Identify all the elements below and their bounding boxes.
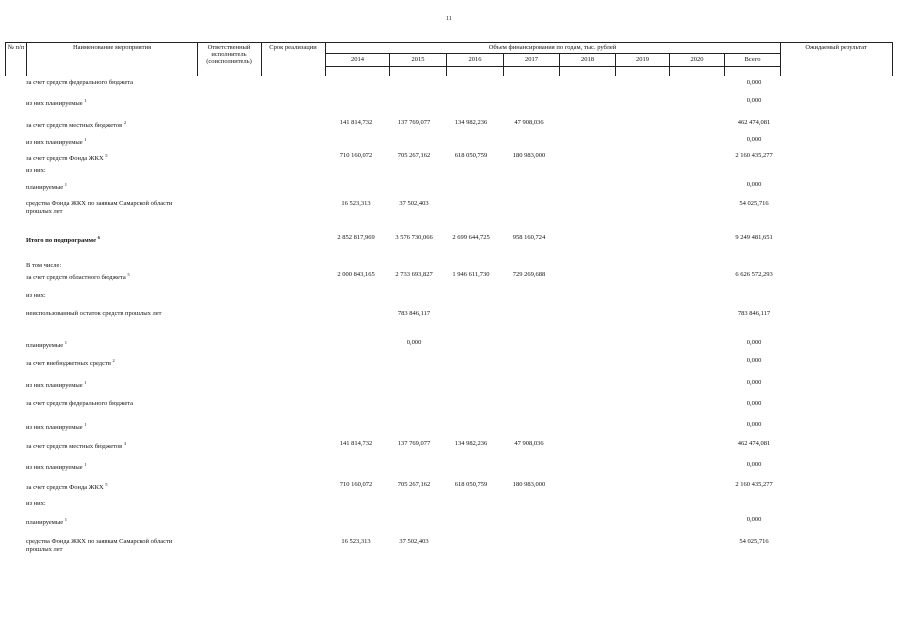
row-label	[26, 167, 186, 175]
value-v2017: 180 983,000	[512, 481, 546, 488]
row-label	[26, 440, 186, 451]
row-label	[26, 181, 186, 192]
value-v2016: 2 699 644,725	[452, 234, 490, 241]
header-top-border	[5, 42, 892, 43]
row-label-text: за счет внебюджетных средств	[26, 360, 111, 367]
header-col-executor: Ответственный исполнитель (соисполнитель)	[206, 44, 252, 65]
value-total: 0,000	[746, 379, 762, 386]
row-label	[26, 379, 186, 390]
row-label-text: за счет средств местных бюджетов	[26, 443, 123, 450]
value-v2015: 3 576 730,066	[395, 234, 433, 241]
row-label	[26, 400, 186, 408]
value-total: 0,000	[746, 136, 762, 143]
row-label-text: за счет средств Фонда ЖКХ	[26, 155, 104, 162]
value-v2017: 47 908,036	[514, 440, 544, 447]
footnote-mark: 1	[64, 517, 68, 522]
header-year-total: Всего	[744, 56, 761, 63]
header-mid-border	[325, 53, 780, 54]
row-label-text: из них:	[26, 167, 46, 174]
value-v2014: 710 160,072	[339, 481, 373, 488]
row-label	[26, 461, 186, 472]
value-v2017: 180 983,000	[512, 152, 546, 159]
header-col-funding: Объем финансирования по годам, тыс. рублей	[488, 44, 617, 51]
value-total: 783 846,117	[737, 310, 771, 317]
row-label-text: за счет средств Фонда ЖКХ	[26, 484, 104, 491]
value-total: 6 626 572,293	[735, 271, 773, 278]
row-label-text: из них:	[26, 500, 46, 507]
row-label	[26, 538, 186, 554]
value-v2014: 141 814,732	[339, 440, 373, 447]
header-vline	[197, 42, 198, 76]
value-v2016: 134 982,236	[454, 440, 488, 447]
row-label-text: из них планируемые	[26, 100, 83, 107]
header-year-2020: 2020	[690, 56, 704, 63]
value-v2016: 134 982,236	[454, 119, 488, 126]
row-label	[26, 79, 186, 87]
header-year-2016: 2016	[468, 56, 482, 63]
row-label	[26, 339, 186, 350]
value-total: 462 474,081	[737, 440, 771, 447]
value-v2015: 0,000	[406, 339, 422, 346]
value-v2014: 16 523,313	[341, 200, 371, 207]
row-label-text: из них планируемые	[26, 139, 83, 146]
value-total: 0,000	[746, 421, 762, 428]
row-label-text: планируемые	[26, 342, 64, 349]
value-v2014: 141 814,732	[339, 119, 373, 126]
header-vline	[5, 42, 6, 76]
row-label-text: из них планируемые	[26, 464, 83, 471]
value-v2017: 729 269,688	[512, 271, 546, 278]
value-v2016: 618 050,759	[454, 481, 488, 488]
header-year-2015: 2015	[411, 56, 425, 63]
value-v2015: 2 733 693,827	[395, 271, 433, 278]
value-v2016: 618 050,759	[454, 152, 488, 159]
footnote-mark: 1	[84, 137, 87, 142]
value-total: 9 249 481,651	[735, 234, 773, 241]
footnote-mark: 1	[84, 422, 87, 427]
header-col-no: № п/п	[7, 44, 25, 51]
row-label	[26, 271, 186, 282]
header-vline	[892, 42, 893, 76]
footnote-mark: 5	[105, 482, 108, 487]
table-header	[5, 42, 892, 76]
value-total: 0,000	[746, 400, 762, 407]
row-label	[26, 152, 186, 163]
value-v2016: 1 946 611,730	[452, 271, 490, 278]
value-v2015: 37 502,403	[399, 200, 429, 207]
header-vline	[26, 42, 27, 76]
header-year-2019: 2019	[636, 56, 649, 63]
value-total: 0,000	[746, 461, 762, 468]
header-vline	[780, 42, 781, 76]
footnote-mark: 5	[105, 153, 108, 158]
value-total: 54 025,716	[739, 200, 769, 207]
value-v2014: 16 523,313	[341, 538, 371, 545]
header-year-2017: 2017	[525, 56, 538, 63]
row-label-text: средства Фонда ЖКХ по заявкам Самарской области прошлых лет	[26, 200, 173, 215]
row-label	[26, 481, 186, 492]
row-label-text: за счет средств федерального бюджета	[26, 400, 134, 407]
footnote-mark: 2	[123, 120, 127, 125]
value-total: 0,000	[746, 79, 762, 86]
row-label-text: средства Фонда ЖКХ по заявкам Самарской области прошлых лет	[26, 538, 173, 553]
row-label-text: за счет средств местных бюджетов	[26, 122, 123, 129]
row-label-text: за счет средств областного бюджета	[26, 274, 126, 281]
value-v2015: 705 267,162	[397, 152, 431, 159]
row-label-text: В том числе:	[26, 262, 62, 269]
header-col-result: Ожидаемый результат	[805, 44, 867, 51]
row-label-text: планируемые	[26, 519, 64, 526]
row-label-text: Итого по подпрограмме	[26, 237, 96, 244]
footnote-mark: 3	[123, 441, 127, 446]
header-col-name: Наименование мероприятия	[72, 44, 152, 51]
row-label	[26, 292, 186, 300]
header-years-border	[325, 66, 780, 67]
row-label-text: планируемые	[26, 184, 64, 191]
row-label	[26, 136, 186, 147]
value-v2015: 705 267,162	[397, 481, 431, 488]
row-label-text: за счет средств федерального бюджета	[26, 79, 134, 86]
row-label	[26, 200, 186, 216]
value-v2015: 783 846,117	[397, 310, 431, 317]
value-v2015: 137 769,077	[397, 440, 431, 447]
value-total: 2 160 435,277	[735, 481, 773, 488]
value-v2017: 47 908,036	[514, 119, 544, 126]
value-v2015: 37 502,403	[399, 538, 429, 545]
footnote-mark: 2	[112, 358, 115, 363]
value-total: 0,000	[746, 181, 762, 188]
row-label	[26, 421, 186, 432]
value-total: 462 474,081	[737, 119, 771, 126]
row-label	[26, 234, 186, 245]
row-label	[26, 262, 186, 270]
value-total: 0,000	[746, 339, 762, 346]
header-year-2018: 2018	[581, 56, 594, 63]
row-label	[26, 357, 186, 368]
value-total: 2 160 435,277	[735, 152, 773, 159]
header-year-2014: 2014	[351, 56, 364, 63]
value-v2015: 137 769,077	[397, 119, 431, 126]
row-label	[26, 119, 186, 130]
footnote-mark: 1	[64, 340, 68, 345]
header-col-term: Срок реализации	[269, 44, 317, 51]
row-label-text: из них:	[26, 292, 46, 299]
row-label	[26, 516, 186, 527]
value-total: 0,000	[746, 516, 762, 523]
footnote-mark: 1	[84, 380, 87, 385]
value-v2014: 2 000 843,165	[337, 271, 375, 278]
value-total: 0,000	[746, 357, 762, 364]
value-v2017: 958 160,724	[512, 234, 546, 241]
row-label-text: из них планируемые	[26, 382, 83, 389]
row-label	[26, 500, 186, 508]
value-v2014: 2 852 817,969	[337, 234, 375, 241]
footnote-mark: 6	[97, 235, 100, 240]
footnote-mark: 5	[127, 272, 130, 277]
page-number: 11	[446, 16, 452, 22]
value-total: 0,000	[746, 97, 762, 104]
value-total: 54 025,716	[739, 538, 769, 545]
footnote-mark: 1	[84, 98, 87, 103]
row-label-text: неиспользованный остаток средств прошлых лет	[26, 310, 162, 317]
row-label	[26, 310, 186, 318]
value-v2014: 710 160,072	[339, 152, 373, 159]
footnote-mark: 1	[84, 462, 87, 467]
row-label	[26, 97, 186, 108]
footnote-mark: 1	[64, 182, 68, 187]
header-vline	[261, 42, 262, 76]
row-label-text: из них планируемые	[26, 424, 83, 431]
